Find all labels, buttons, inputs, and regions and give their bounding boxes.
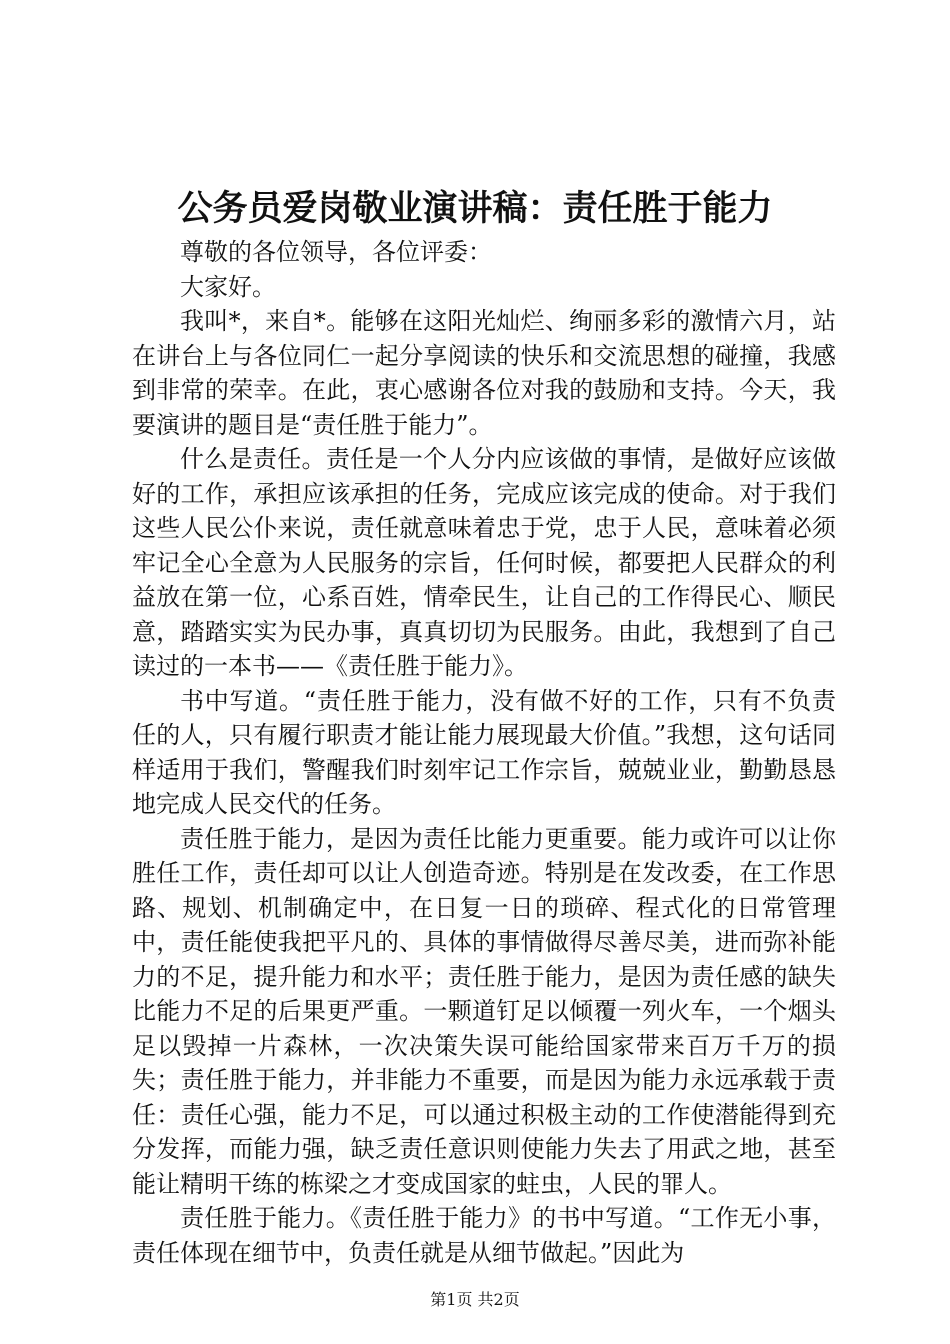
page-number-footer: 第1页 共2页 (430, 1290, 520, 1309)
document-title: 公务员爱岗敬业演讲稿：责任胜于能力 (177, 188, 773, 229)
salutation-paragraph: 尊敬的各位领导，各位评委： (180, 238, 492, 266)
body-paragraph: 责任胜于能力。《责任胜于能力》的书中写道。“工作无小事，责任体现在细节中，负责任就是从细节做起。”因此为 (132, 1204, 836, 1267)
body-paragraph: 书中写道。“责任胜于能力，没有做不好的工作，只有不负责任的人，只有履行职责才能让能力展现最大价值。”我想，这句话同样适用于我们，警醒我们时刻牢记工作宗旨，兢兢业业，勤勤恳恳地完成人民交代的任务。 (132, 686, 836, 818)
intro-paragraph: 我叫*，来自*。能够在这阳光灿烂、绚丽多彩的激情六月，站在讲台上与各位同仁一起分享阅读的快乐和交流思想的碰撞，我感到非常的荣幸。在此，衷心感谢各位对我的鼓励和支持。今天，我要演讲的题目是“责任胜于能力”。 (132, 307, 836, 439)
body-paragraph: 责任胜于能力，是因为责任比能力更重要。能力或许可以让你胜任工作，责任却可以让人创造奇迹。特别是在发改委，在工作思路、规划、机制确定中，在日复一日的琐碎、程式化的日常管理中，责任能使我把平凡的、具体的事情做得尽善尽美，进而弥补能力的不足，提升能力和水平；责任胜于能力，是因为责任感的缺失比能力不足的后果更严重。一颗道钉足以倾覆一列火车，一个烟头足以毁掉一片森林，一次决策失误可能给国家带来百万千万的损失；责任胜于能力，并非能力不重要，而是因为能力永远承载于责任：责任心强，能力不足，可以通过积极主动的工作使潜能得到充分发挥，而能力强，缺乏责任意识则使能力失去了用武之地，甚至能让精明干练的栋梁之才变成国家的蛀虫，人民的罪人。 (132, 824, 836, 1198)
document-body (132, 235, 836, 1270)
body-paragraph: 什么是责任。责任是一个人分内应该做的事情，是做好应该做好的工作，承担应该承担的任务，完成应该完成的使命。对于我们这些人民公仆来说，责任就意味着忠于党，忠于人民，意味着必须牢记全心全意为人民服务的宗旨，任何时候，都要把人民群众的利益放在第一位，心系百姓，情牵民生，让自己的工作得民心、顺民意，踏踏实实为民办事，真真切切为民服务。由此，我想到了自己读过的一本书——《责任胜于能力》。 (132, 445, 836, 680)
greeting-paragraph: 大家好。 (180, 272, 276, 301)
